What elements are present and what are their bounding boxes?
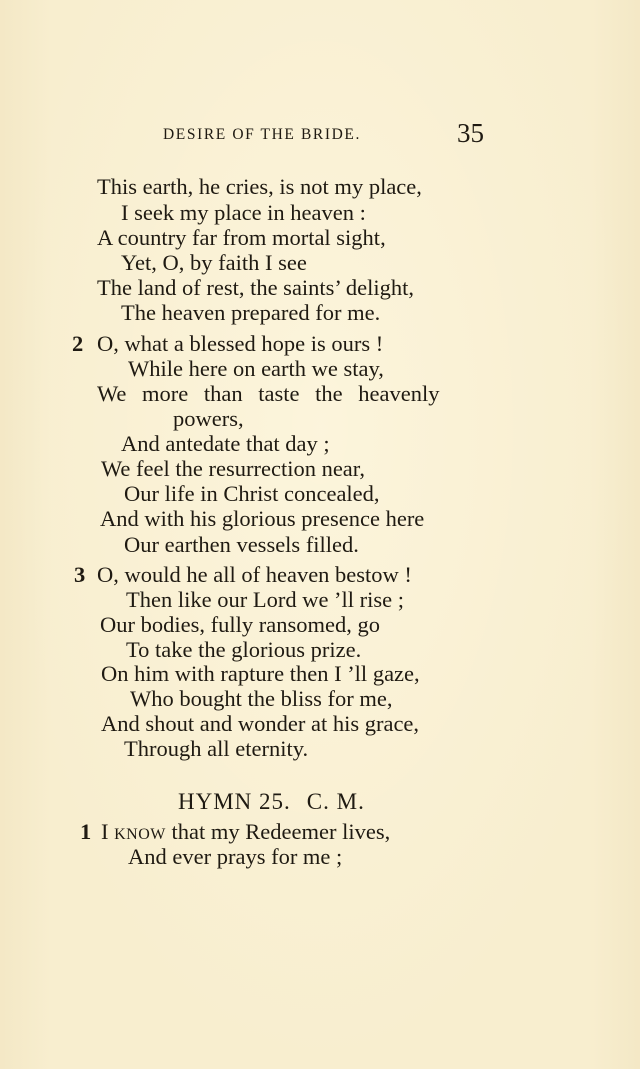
verse-line: I seek my place in heaven : [121, 200, 366, 225]
stanza-number: 1 [80, 819, 92, 844]
verse-line: powers, [173, 406, 244, 431]
verse-line: Our earthen vessels filled. [124, 532, 359, 557]
verse-line: And antedate that day ; [121, 431, 330, 456]
verse-line: Who bought the bliss for me, [130, 686, 393, 711]
verse-line: We feel the resurrection near, [101, 456, 366, 481]
verse-line: Through all eternity. [124, 736, 309, 761]
verse-line: Our life in Christ concealed, [124, 481, 380, 506]
verse-line: Our bodies, fully ransomed, go [100, 612, 380, 637]
hymn-heading [178, 789, 365, 815]
verse-line: This earth, he cries, is not my place, [97, 174, 422, 199]
verse-line: O, what a blessed hope is ours ! [97, 331, 384, 356]
verse-line [101, 821, 390, 844]
verse-line: O, would he all of heaven bestow ! [97, 562, 412, 587]
hymn-meter: C. M. [306, 789, 365, 814]
verse-line: The heaven prepared for me. [121, 300, 381, 325]
verse-line: We more than taste the heavenly [97, 381, 440, 406]
stanza-number: 2 [72, 331, 84, 356]
verse-line: Then like our Lord we ’ll rise ; [126, 587, 405, 612]
hymn-title: HYMN 25. [178, 789, 291, 814]
verse-line: While here on earth we stay, [128, 356, 384, 381]
running-head: DESIRE OF THE BRIDE. [163, 126, 361, 143]
verse-line: The land of rest, the saints’ delight, [97, 275, 414, 300]
smallcaps-word: know [114, 819, 166, 844]
line-rest: that my Redeemer lives, [165, 819, 391, 844]
page-number: 35 [457, 118, 484, 148]
verse-line: And ever prays for me ; [128, 844, 343, 869]
verse-line: On him with rapture then I ’ll gaze, [101, 661, 420, 686]
verse-line: A country far from mortal sight, [97, 225, 386, 250]
verse-line: To take the glorious prize. [126, 637, 362, 662]
stanza-number: 3 [74, 562, 86, 587]
verse-line: And shout and wonder at his grace, [101, 711, 420, 736]
verse-line: And with his glorious presence here [100, 506, 425, 531]
first-word: I [101, 819, 109, 844]
verse-line: Yet, O, by faith I see [121, 250, 307, 275]
